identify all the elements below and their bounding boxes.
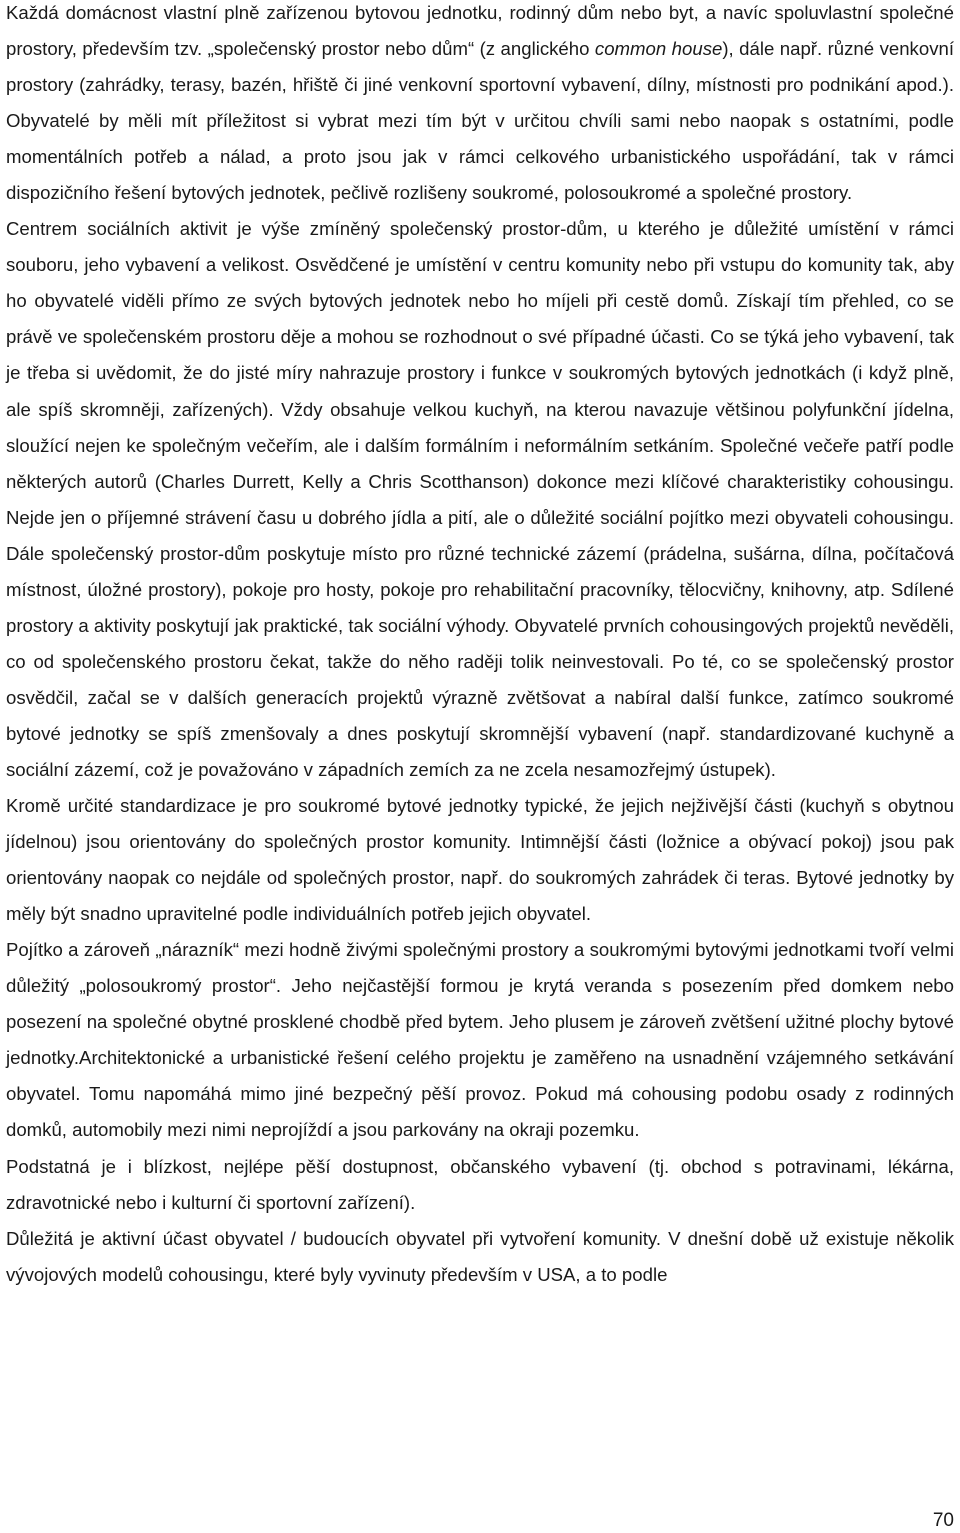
paragraph-1	[6, 0, 954, 211]
text-segment: ), dále např. různé venkovní prostory (zahrádky, terasy, bazén, hřiště či jiné venkovní sportovní vybavení, dílny, místnosti pro podnikání apod.). Obyvatelé by měli mít příležitost si vybrat mezi tím být v určitou chvíli sami nebo naopak s ostatními, podle momentálních potřeb a nálad, a proto jsou jak v rámci celkového urbanistického uspořádání, tak v rámci dispozičního řešení bytových jednotek, pečlivě rozlišeny soukromé, polosoukromé a společné prostory.	[6, 38, 954, 204]
text-segment: Každá domácnost vlastní plně zařízenou bytovou jednotku, rodinný dům nebo byt, a navíc spoluvlastní společné prostory, především tzv. „společenský prostor nebo dům“ (z anglického	[6, 2, 954, 60]
paragraph-2	[6, 211, 954, 788]
text-segment: Kromě určité standardizace je pro soukromé bytové jednotky typické, že jejich nejživější části (kuchyň s obytnou jídelnou) jsou orientovány do společných prostor komunity. Intimnější části (ložnice a obývací pokoj) jsou pak orientovány naopak co nejdále od společných prostor, např. do soukromých zahrádek či teras. Bytové jednotky by měly být snadno upravitelné podle individuálních potřeb jejich obyvatel.	[6, 795, 954, 925]
text-segment: Podstatná je i blízkost, nejlépe pěší dostupnost, občanského vybavení (tj. obchod s potravinami, lékárna, zdravotnické nebo i kulturní či sportovní zařízení).	[6, 1155, 954, 1213]
paragraph-3	[6, 788, 954, 932]
text-segment: Pojítko a zároveň „nárazník“ mezi hodně živými společnými prostory a soukromými bytovými jednotkami tvoří velmi důležitý „polosoukromý prostor“. Jeho nejčastější formou je krytá veranda s posezením před domkem nebo posezení na společné obytné prosklené chodbě před bytem. Jeho plusem je zároveň zvětšení užitné plochy bytové jednotky.Architektonické a urbanistické řešení celého projektu je zaměřeno na usnadnění vzájemného setkávání obyvatel. Tomu napomáhá mimo jiné bezpečný pěší provoz. Pokud má cohousing podobu osady z rodinných domků, automobily mezi nimi neprojíždí a jsou parkovány na okraji pozemku.	[6, 939, 954, 1141]
paragraph-6	[6, 1221, 954, 1293]
text-segment-italic: common house	[594, 38, 723, 60]
text-segment: Důležitá je aktivní účast obyvatel / budoucích obyvatel při vytvoření komunity. V dnešní době už existuje několik vývojových modelů cohousingu, které byly vyvinuty především v USA, a to podle	[6, 1227, 954, 1285]
page-number: 70	[932, 1510, 954, 1531]
paragraph-4	[6, 932, 954, 1148]
text-segment: Centrem sociálních aktivit je výše zmíněný společenský prostor-dům, u kterého je důležité umístění v rámci souboru, jeho vybavení a velikost. Osvědčené je umístění v centru komunity nebo při vstupu do komunity tak, aby ho obyvatelé viděli přímo ze svých bytových jednotek nebo ho míjeli při cestě domů. Získají tím přehled, co se právě ve společenském prostoru děje a mohou se rozhodnout o své případné účasti. Co se týká jeho vybavení, tak je třeba si uvědomit, že do jisté míry nahrazuje prostory i funkce v soukromých bytových jednotkách (i když plně, ale spíš skromněji, zařízených). Vždy obsahuje velkou kuchyň, na kterou navazuje většinou polyfunkční jídelna, sloužící nejen ke společným večeřím, ale i dalším formálním i neformálním setkáním. Společné večeře patří podle některých autorů (Charles Durrett, Kelly a Chris Scotthanson) dokonce mezi klíčové charakteristiky cohousingu. Nejde jen o příjemné strávení času u dobrého jídla a pití, ale o důležité sociální pojítko mezi obyvateli cohousingu. Dále společenský prostor-dům poskytuje místo pro různé technické zázemí (prádelna, sušárna, dílna, počítačová místnost, úložné prostory), pokoje pro hosty, pokoje pro rehabilitační pracovníky, tělocvičny, knihovny, atp. Sdílené prostory a aktivity poskytují jak praktické, tak sociální výhody. Obyvatelé prvních cohousingových projektů nevěděli, co od společenského prostoru čekat, takže do něho raději tolik neinvestovali. Po té, co se společenský prostor osvědčil, začal se v dalších generacích projektů výrazně zvětšovat a nabíral další funkce, zatímco soukromé bytové jednotky se spíš zmenšovaly a dnes poskytují skromnější vybavení (např. standardizované kuchyně a sociální zázemí, což je považováno v západních zemích za ne zcela nesamozřejmý ústupek).	[6, 218, 954, 780]
body-text	[6, 0, 954, 1293]
paragraph-5	[6, 1149, 954, 1221]
document-page	[6, 0, 954, 1533]
